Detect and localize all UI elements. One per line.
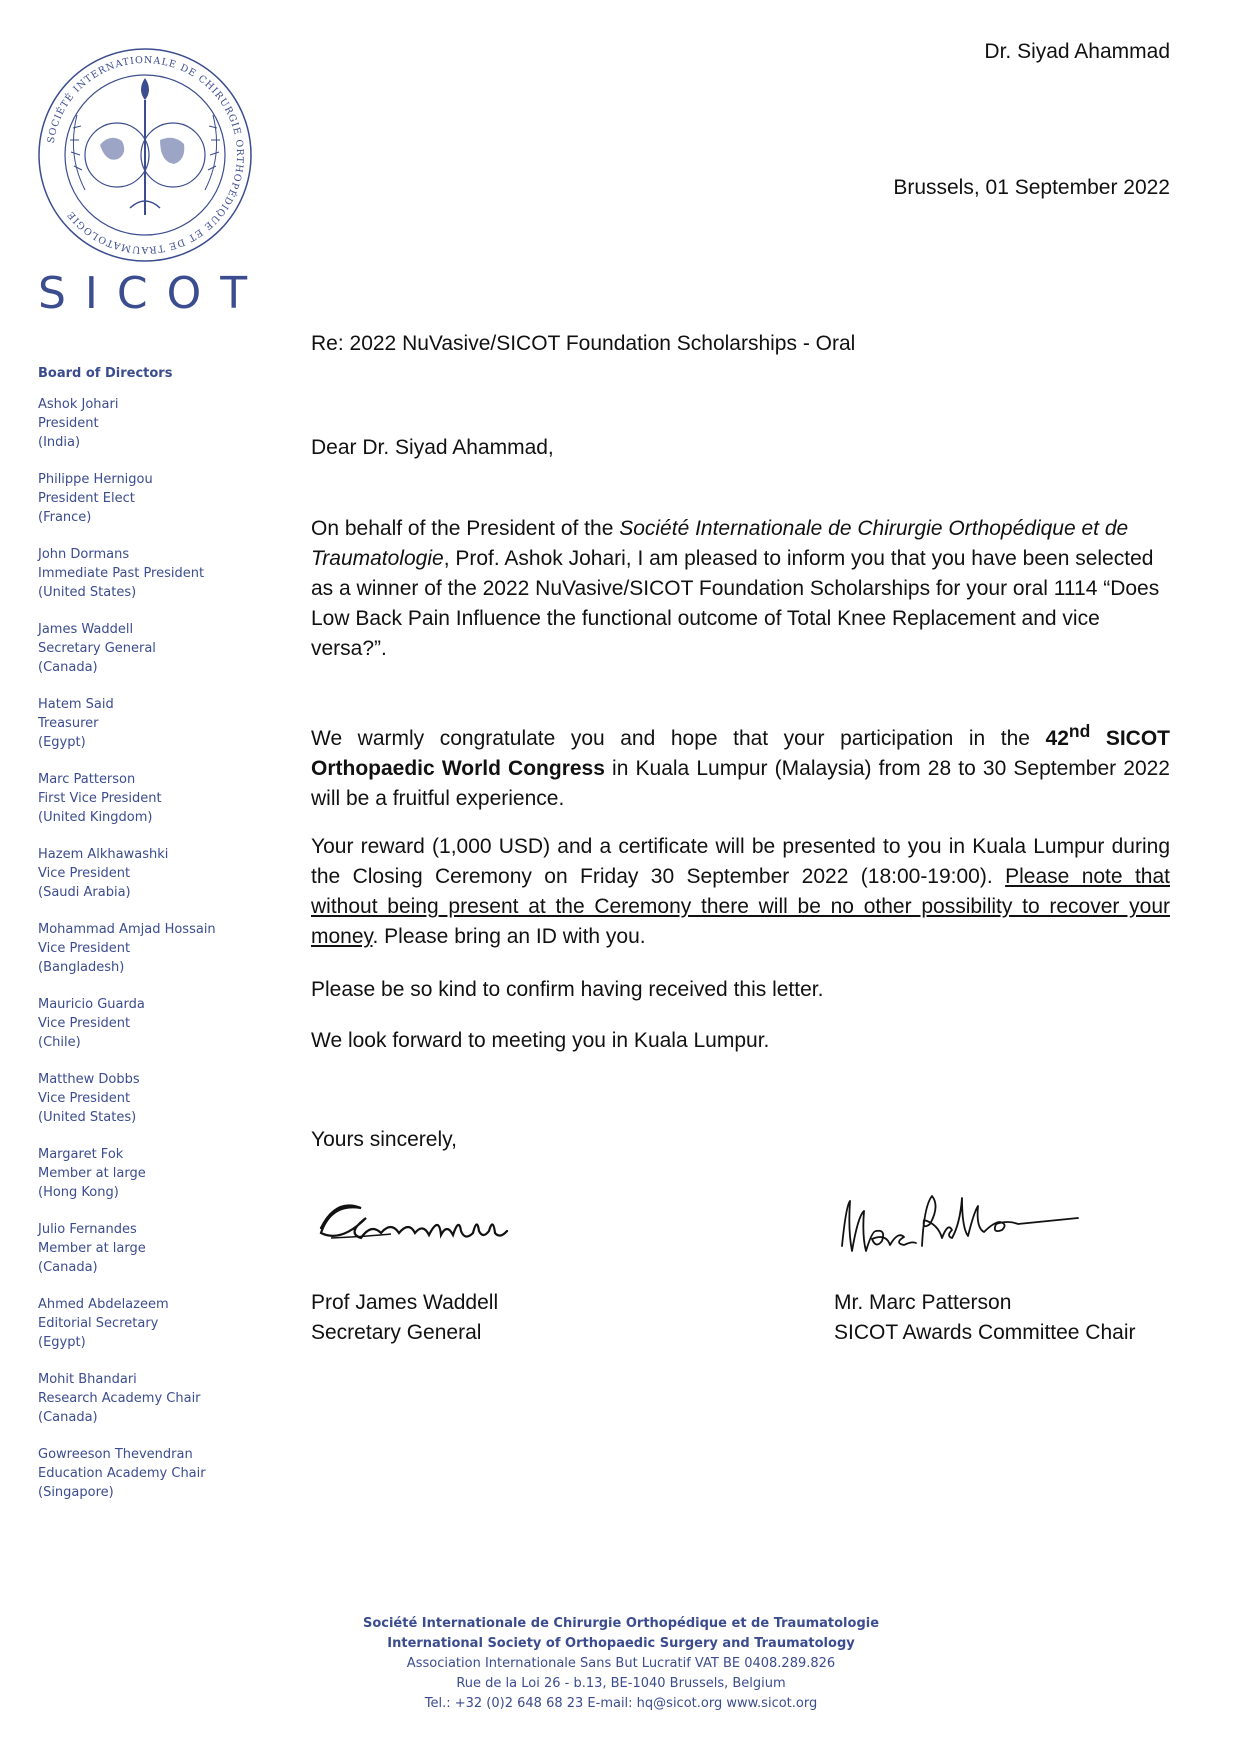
director-entry <box>38 1145 238 1202</box>
director-role: First Vice President <box>38 791 162 806</box>
director-country: (United States) <box>38 1110 137 1125</box>
director-entry <box>38 395 238 452</box>
signer-left-name: Prof James Waddell <box>311 1291 499 1314</box>
director-role: Secretary General <box>38 641 156 656</box>
director-country: (Hong Kong) <box>38 1185 119 1200</box>
director-name: James Waddell <box>38 622 134 637</box>
director-entry <box>38 620 238 677</box>
director-country: (India) <box>38 435 81 450</box>
director-role: Vice President <box>38 1016 131 1031</box>
signature-waddell <box>311 1188 541 1258</box>
signature-patterson <box>832 1186 1092 1270</box>
board-title: Board of Directors <box>38 366 173 381</box>
paragraph-2: We warmly congratulate you and hope that your participation in the 42nd SICOT Orthopaedic World Congress in Kuala Lumpur (Malaysia) from 28 to 30 September 2022 will be a fruitful experience. <box>311 721 1170 810</box>
paragraph-1: On behalf of the President of the Société Internationale de Chirurgie Orthopédique et de Traumatologie, Prof. Ashok Johari, I am pleased to inform you that you have been selected as a winner of the 2022 NuVasive/SICOT Foundation Scholarships for your oral 1114 “Does Low Back Pain Influence the functional outcome of Total Knee Replacement and vice versa?”. <box>311 517 1160 660</box>
sicot-logo <box>30 40 260 290</box>
director-country: (Bangladesh) <box>38 960 125 975</box>
director-entry <box>38 1445 238 1502</box>
director-name: Philippe Hernigou <box>38 472 153 487</box>
director-entry <box>38 845 238 902</box>
paragraph-5: We look forward to meeting you in Kuala Lumpur. <box>311 1029 770 1052</box>
footer-society-name-fr: Société Internationale de Chirurgie Orthopédique et de Traumatologie <box>362 1616 880 1631</box>
footer-address: Rue de la Loi 26 - b.13, BE-1040 Brussels, Belgium <box>456 1676 786 1691</box>
director-entry <box>38 920 238 977</box>
director-name: Mohit Bhandari <box>38 1372 137 1387</box>
letter-subject: Re: 2022 NuVasive/SICOT Foundation Scholarships - Oral <box>311 332 856 355</box>
director-entry <box>38 1070 238 1127</box>
director-name: Margaret Fok <box>38 1147 124 1162</box>
director-name: Matthew Dobbs <box>38 1072 140 1087</box>
board-of-directors <box>38 364 238 1520</box>
director-country: (Canada) <box>38 660 98 675</box>
signer-right-name: Mr. Marc Patterson <box>834 1291 1012 1314</box>
director-entry <box>38 995 238 1052</box>
director-entry <box>38 1370 238 1427</box>
director-role: Vice President <box>38 941 131 956</box>
director-name: Gowreeson Thevendran <box>38 1447 193 1462</box>
paragraph-4: Please be so kind to confirm having received this letter. <box>311 978 824 1001</box>
director-country: (Canada) <box>38 1410 98 1425</box>
director-role: President Elect <box>38 491 135 506</box>
director-name: Julio Fernandes <box>38 1222 137 1237</box>
signer-right-title: SICOT Awards Committee Chair <box>834 1321 1136 1344</box>
director-country: (Singapore) <box>38 1485 114 1500</box>
closing: Yours sincerely, <box>311 1128 457 1151</box>
director-country: (Chile) <box>38 1035 81 1050</box>
director-name: Mohammad Amjad Hossain <box>38 922 216 937</box>
footer-contact: Tel.: +32 (0)2 648 68 23 E-mail: hq@sicot.org www.sicot.org <box>424 1696 818 1711</box>
underlined-notice: Please note that without being present at the Ceremony there will be no other possibility to recover your money <box>311 865 1170 948</box>
footer-legal: Association Internationale Sans But Lucratif VAT BE 0408.289.826 <box>406 1656 836 1671</box>
footer <box>0 1614 1242 1714</box>
director-role: Research Academy Chair <box>38 1391 201 1406</box>
director-entry <box>38 545 238 602</box>
director-name: Ashok Johari <box>38 397 119 412</box>
signer-left <box>311 1288 498 1348</box>
signer-right <box>834 1288 1136 1348</box>
footer-society-name-en: International Society of Orthopaedic Surgery and Traumatology <box>387 1636 855 1651</box>
director-entry <box>38 1220 238 1277</box>
signer-left-title: Secretary General <box>311 1321 482 1344</box>
director-name: Ahmed Abdelazeem <box>38 1297 169 1312</box>
director-role: President <box>38 416 99 431</box>
director-role: Vice President <box>38 866 131 881</box>
logo-ring-text: SOCIÉTÉ INTERNATIONALE DE CHIRURGIE ORTHOPÉDIQUE ET DE TRAUMATOLOGIE <box>45 54 246 256</box>
director-country: (United States) <box>38 585 137 600</box>
director-country: (United Kingdom) <box>38 810 153 825</box>
recipient-name: Dr. Siyad Ahammad <box>984 40 1170 63</box>
director-name: Hazem Alkhawashki <box>38 847 169 862</box>
director-country: (Canada) <box>38 1260 98 1275</box>
director-country: (Egypt) <box>38 735 86 750</box>
director-country: (France) <box>38 510 92 525</box>
place-date: Brussels, 01 September 2022 <box>893 176 1170 199</box>
paragraph-3: Your reward (1,000 USD) and a certificate will be presented to you in Kuala Lumpur during the Closing Ceremony on Friday 30 September 2022 (18:00-19:00). Please note that without being present at the Ceremony there will be no other possibility to recover your money. Please bring an ID with you. <box>311 835 1170 948</box>
director-role: Immediate Past President <box>38 566 205 581</box>
director-entry <box>38 695 238 752</box>
director-role: Treasurer <box>38 716 99 731</box>
director-name: Hatem Said <box>38 697 114 712</box>
director-entry <box>38 770 238 827</box>
director-country: (Saudi Arabia) <box>38 885 131 900</box>
logo-wordmark: SICOT <box>38 268 267 319</box>
director-country: (Egypt) <box>38 1335 86 1350</box>
director-name: John Dormans <box>38 547 130 562</box>
director-entry <box>38 1295 238 1352</box>
salutation: Dear Dr. Siyad Ahammad, <box>311 436 554 459</box>
society-name-italic: Société Internationale de Chirurgie Orthopédique et de Traumatologie <box>311 517 1129 570</box>
director-role: Education Academy Chair <box>38 1466 206 1481</box>
director-entry <box>38 470 238 527</box>
director-name: Mauricio Guarda <box>38 997 145 1012</box>
director-role: Member at large <box>38 1166 146 1181</box>
director-role: Member at large <box>38 1241 146 1256</box>
sicot-emblem-icon <box>30 40 260 270</box>
director-name: Marc Patterson <box>38 772 136 787</box>
director-role: Editorial Secretary <box>38 1316 159 1331</box>
director-role: Vice President <box>38 1091 131 1106</box>
